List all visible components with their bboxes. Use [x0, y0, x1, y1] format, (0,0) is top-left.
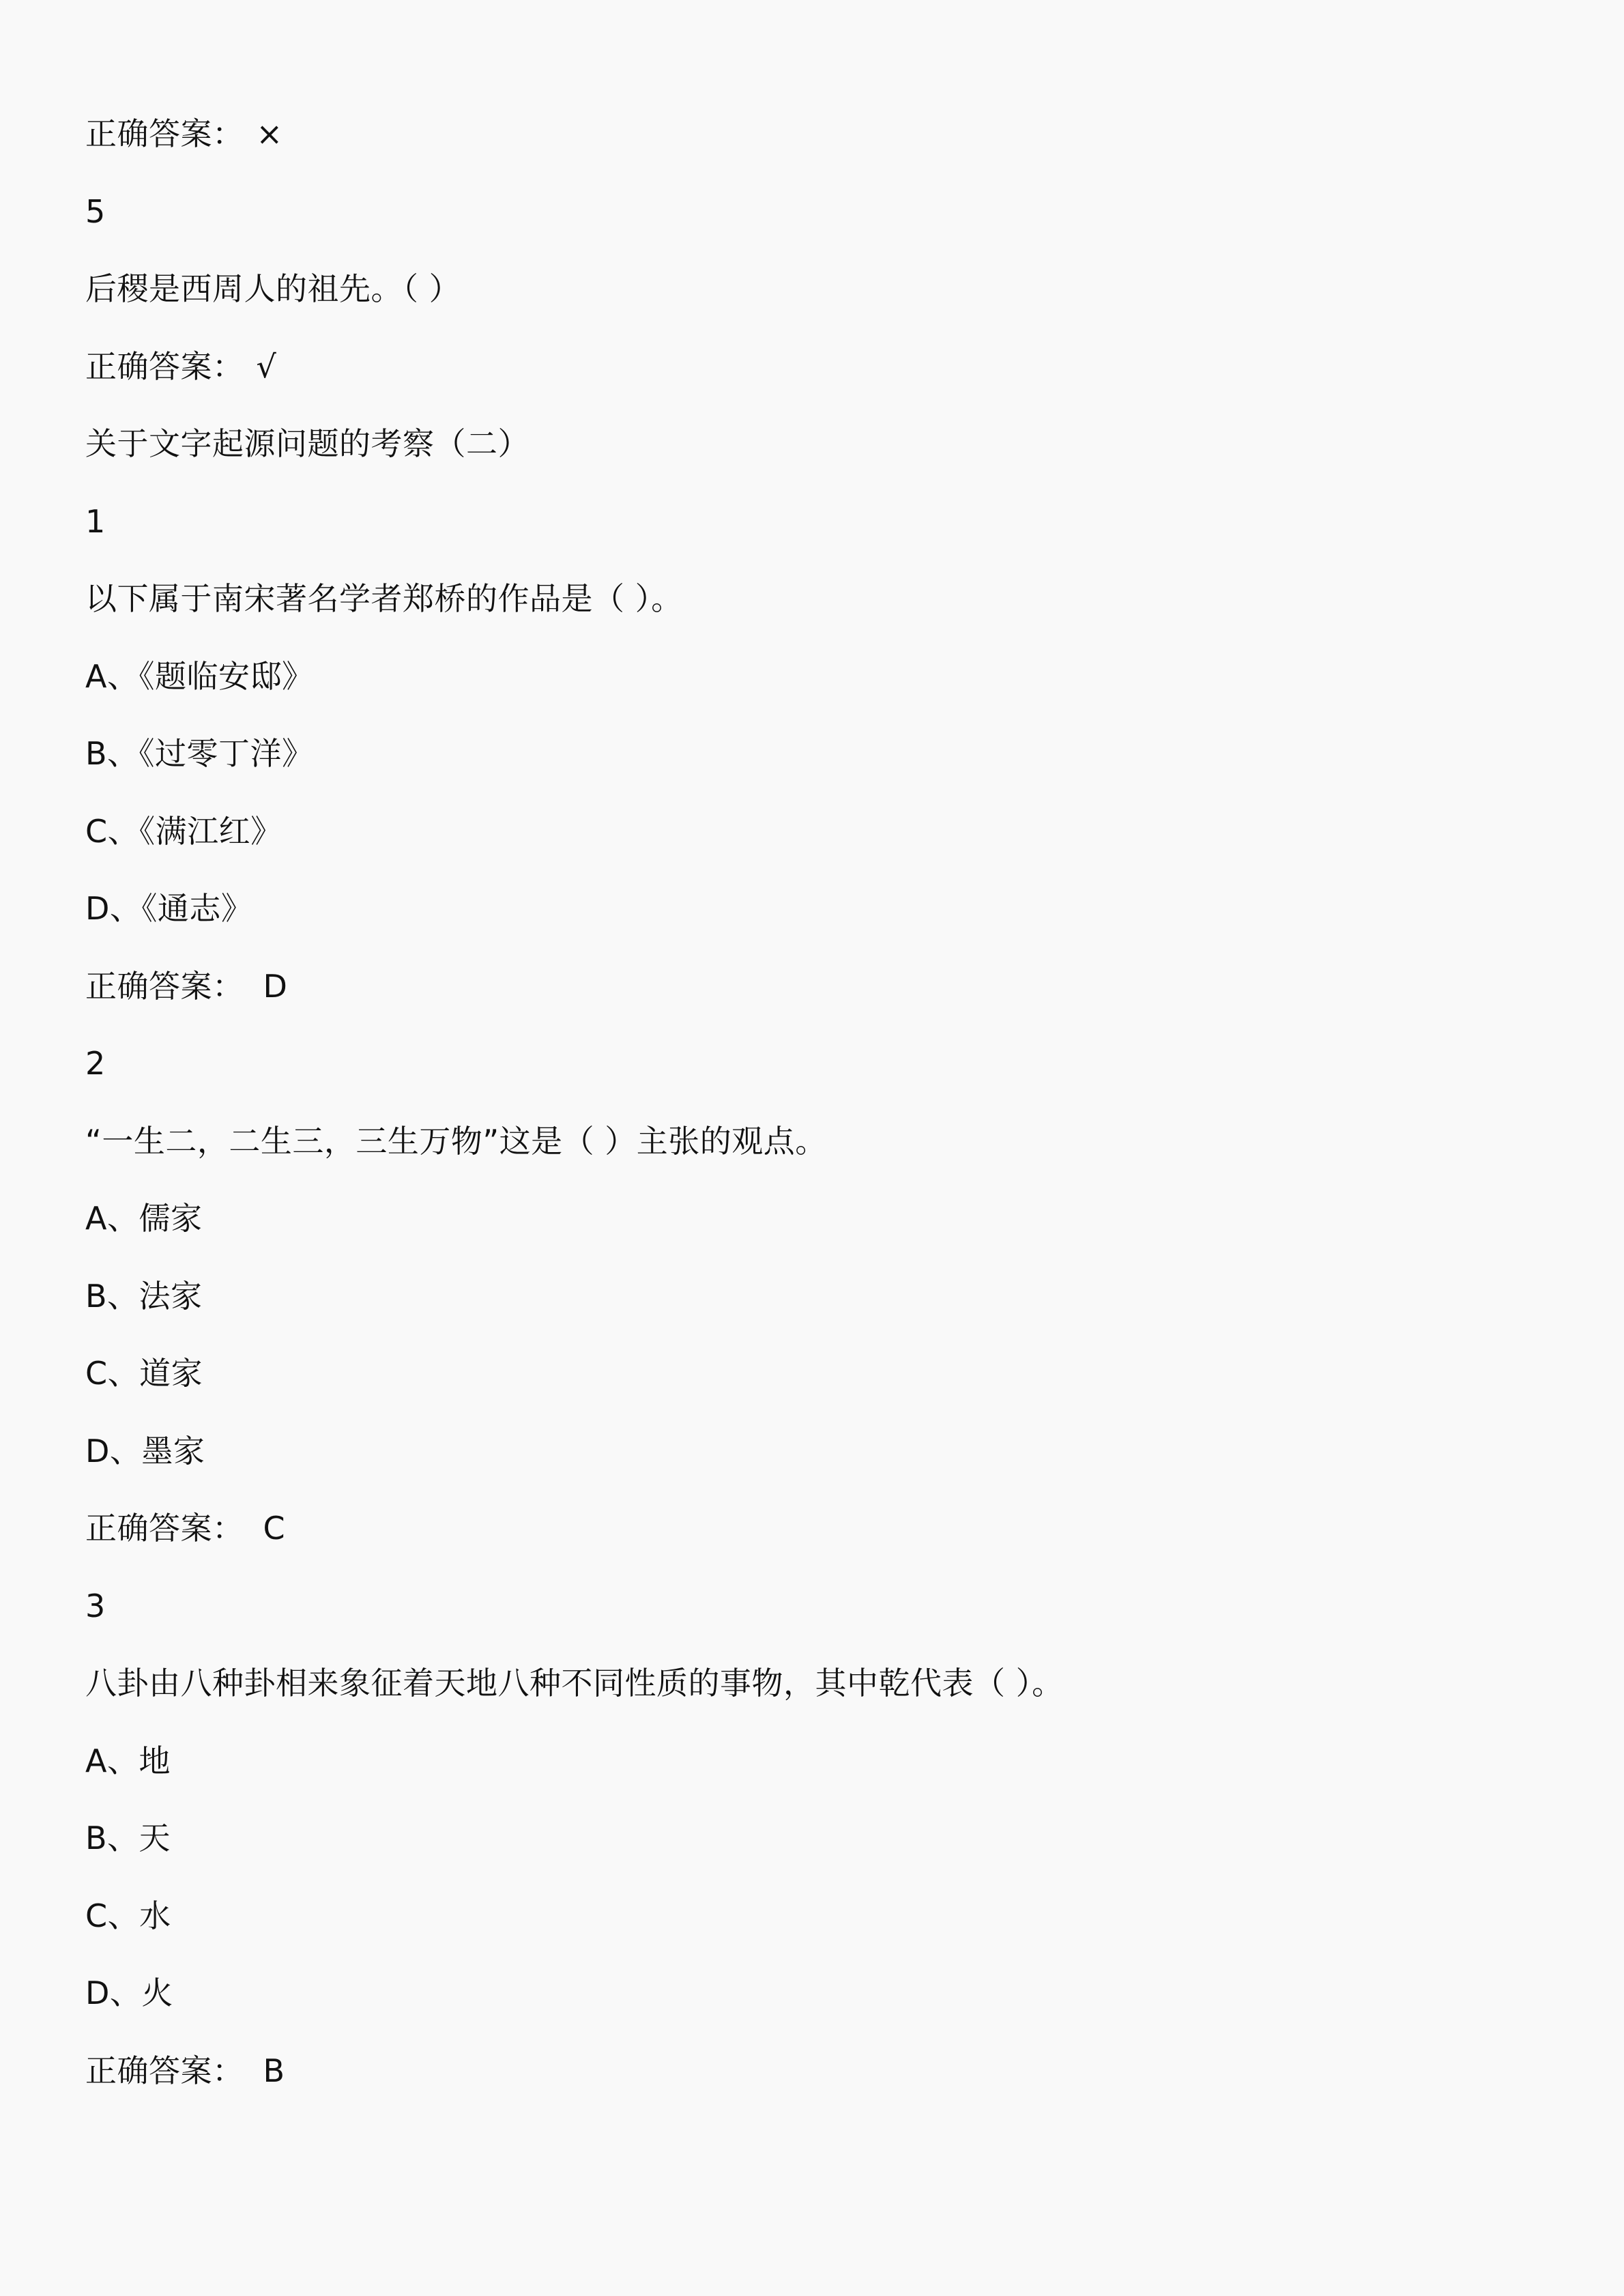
option-d: D、墨家 [85, 1432, 205, 1469]
document-page [85, 96, 1539, 2110]
question-number: 1 [85, 502, 106, 540]
option-a: A、儒家 [85, 1200, 203, 1237]
answer-line [85, 948, 1539, 1026]
question-text: 后稷是西周人的祖先。（ ） [85, 270, 461, 307]
option-b: B、法家 [85, 1277, 203, 1315]
answer-line [85, 328, 1539, 406]
answer-label: 正确答案： [85, 347, 244, 385]
answer-line [85, 1490, 1539, 1568]
answer-label: 正确答案： [85, 1510, 244, 1547]
answer-line [85, 96, 1539, 173]
question-number: 5 [85, 192, 106, 230]
answer-value: C [263, 1510, 286, 1547]
question-number: 3 [85, 1587, 106, 1624]
option-a: A、《题临安邸》 [85, 657, 314, 695]
answer-value: D [263, 967, 288, 1005]
answer-value: B [263, 2052, 285, 2089]
option-c: C、水 [85, 1897, 171, 1934]
option-b: B、天 [85, 1820, 171, 1856]
answer-label: 正确答案： [85, 115, 244, 152]
option-d: D、《通志》 [85, 890, 253, 927]
section-title: 关于文字起源问题的考察（二） [85, 425, 530, 462]
question-number: 2 [85, 1045, 106, 1082]
question-text: 以下属于南宋著名学者郑桥的作品是（ ）。 [85, 580, 683, 617]
question-text: “一生二，二生三，三生万物”这是（ ）主张的观点。 [85, 1122, 827, 1160]
answer-value: √ [256, 347, 277, 385]
answer-value: × [256, 115, 283, 152]
answer-label: 正确答案： [85, 967, 244, 1005]
question-text: 八卦由八种卦相来象征着天地八种不同性质的事物，其中乾代表（ ）。 [85, 1665, 1064, 1702]
option-d: D、火 [85, 1975, 173, 2011]
option-c: C、道家 [85, 1355, 203, 1392]
answer-line [85, 2033, 1539, 2110]
answer-label: 正确答案： [85, 2052, 244, 2089]
option-c: C、《满江红》 [85, 812, 282, 850]
option-b: B、《过零丁洋》 [85, 735, 314, 772]
option-a: A、地 [85, 1742, 171, 1779]
